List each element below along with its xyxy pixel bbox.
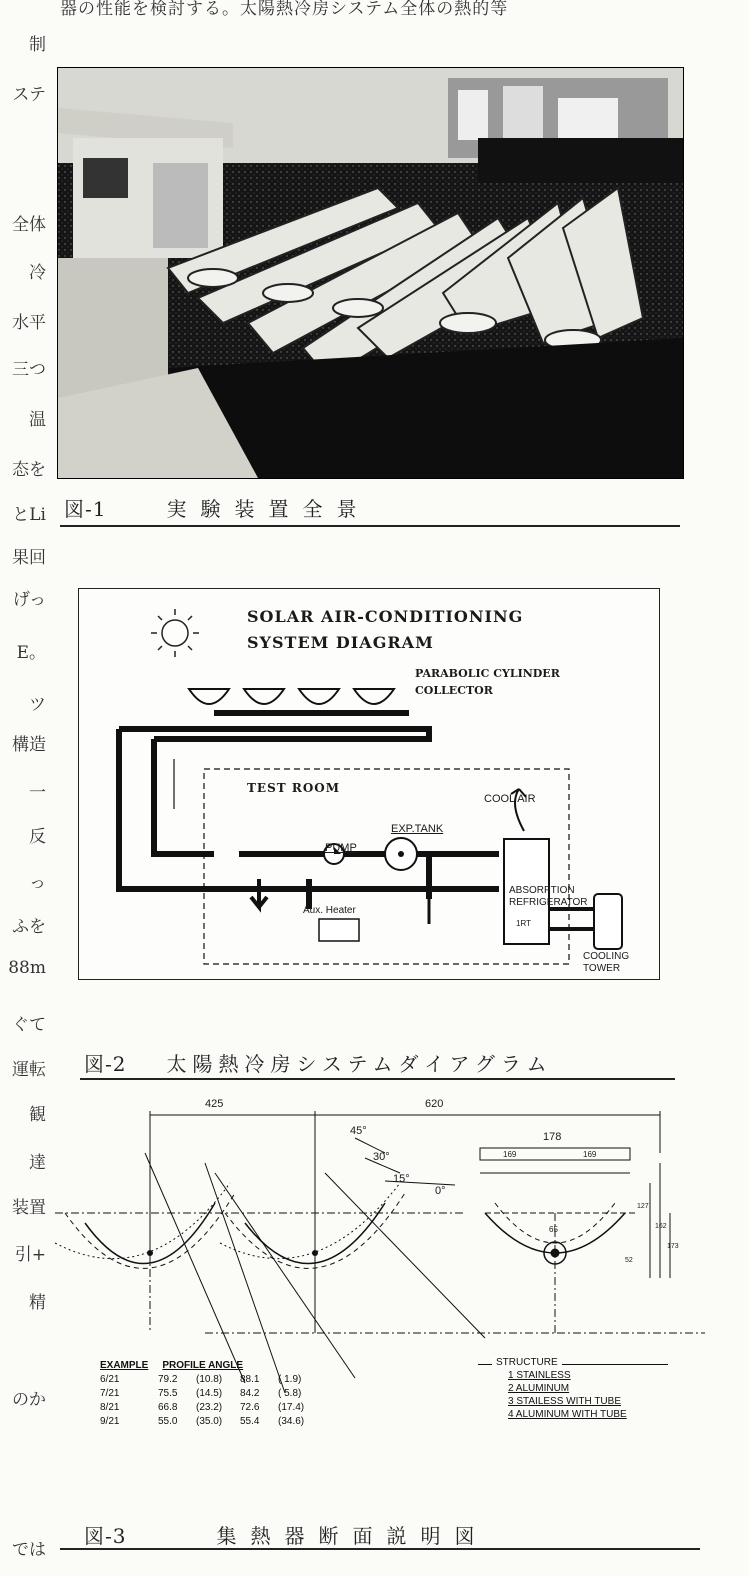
exp-tank-label: EXP.TANK [391,823,444,835]
dim-178: 178 [543,1131,562,1143]
structure-heading: STRUCTURE [492,1357,562,1368]
margin-char: 冷 [29,263,46,283]
diagram-heading-line2: SYSTEM DIAGRAM [247,633,434,652]
structure-legend [478,1357,668,1420]
figure3-title: 集熱器断面説明図 [216,1524,489,1548]
margin-char: のか [12,1390,46,1410]
dim-173: 173 [667,1243,679,1250]
structure-item: 1 STAINLESS [508,1370,571,1381]
table-cell: 6/21 [100,1374,120,1385]
table-cell: 84.2 [240,1388,260,1399]
dim-425: 425 [205,1098,224,1110]
pump-label: PUMP [325,842,357,854]
test-room-label: TEST ROOM [247,781,341,795]
margin-char: っ [29,873,46,893]
margin-char: ふを [12,917,46,937]
margin-char: 温 [29,410,46,430]
margin-char: 精 [29,1293,46,1313]
dim-127: 127 [637,1203,649,1210]
table-cell: ( 1.9) [278,1374,302,1385]
table-cell: 55.4 [240,1416,260,1427]
table-cell: (23.2) [196,1402,223,1413]
header-profile-angle: PROFILE ANGLE [162,1360,244,1371]
margin-char: 達 [29,1153,46,1173]
margin-char: 反 [29,827,46,847]
margin-char: 運転 [12,1060,46,1080]
margin-char: 装置 [12,1198,46,1218]
cooling-tower-label-line2: TOWER [583,963,621,974]
figure2-caption [84,1048,553,1077]
angle-30: 30° [373,1151,390,1163]
margin-char: 果回 [12,548,46,568]
margin-char: ステ [12,85,46,105]
figure1-label: 図-1 [64,497,107,521]
table-header [100,1360,318,1371]
dim-65: 65 [549,1225,558,1234]
margin-char: 構造 [12,735,46,755]
table-row [100,1416,318,1427]
figure2-label: 図-2 [84,1052,127,1076]
table-cell: 9/21 [100,1416,120,1427]
margin-char: 态を [12,460,46,480]
margin-char: 水平 [12,313,46,333]
margin-char: とLi [12,505,46,525]
dim-169b: 169 [583,1150,597,1159]
collector-label-line1: PARABOLIC CYLINDER [415,667,560,680]
figure3-underline [60,1548,700,1550]
collector-label-line2: COLLECTOR [415,684,493,697]
margin-char: げっ [12,590,46,610]
margin-char: 88m [8,958,46,978]
dim-52: 52 [625,1257,633,1264]
dim-162: 162 [655,1223,667,1230]
dim-620: 620 [425,1098,444,1110]
table-cell: (35.0) [196,1416,223,1427]
table-row [100,1402,318,1413]
table-cell: (34.6) [278,1416,305,1427]
margin-char: 一 [29,783,46,803]
top-text-fragment: 器の性能を検討する。太陽熱冷房システム全体の熱的等 [60,0,509,19]
margin-char: ぐて [12,1015,46,1035]
rt-label: 1RT [516,919,531,928]
margin-char: 三つ [12,360,46,380]
absorption-label-line1: ABSORPTION [509,885,575,896]
system-diagram [78,588,660,980]
table-cell: (14.5) [196,1388,223,1399]
cooling-tower-label-line1: COOLING [583,951,630,962]
figure2-underline [80,1078,675,1080]
table-cell: 66.8 [158,1402,178,1413]
table-cell: (17.4) [278,1402,305,1413]
table-cell: 75.5 [158,1388,178,1399]
structure-item: 4 ALUMINUM WITH TUBE [508,1409,627,1420]
structure-heading-row [478,1357,668,1368]
figure3-caption [84,1520,488,1549]
table-cell: 88.1 [240,1374,260,1385]
header-example: EXAMPLE [100,1360,149,1371]
margin-char: E。 [16,643,46,663]
angle-0: 0° [435,1185,446,1197]
experiment-photo [57,67,684,479]
aux-heater-label: Aux. Heater [303,905,356,916]
structure-item: 2 ALUMINUM [508,1383,570,1394]
angle-15: 15° [393,1173,410,1185]
profile-angle-table [100,1360,318,1427]
angle-45: 45° [350,1125,367,1137]
margin-char: 全体 [12,215,46,235]
absorption-label-line2: REFRIGERATOR [509,897,588,908]
table-cell: 8/21 [100,1402,120,1413]
table-cell: 72.6 [240,1402,260,1413]
sun-icon [151,609,199,657]
dim-169a: 169 [503,1150,517,1159]
margin-char: 引+ [14,1245,46,1265]
margin-char: 制 [29,35,46,55]
margin-char: では [12,1540,46,1560]
photo-rendering [58,68,683,478]
margin-char: ツ [29,695,46,715]
table-cell: 79.2 [158,1374,178,1385]
figure1-title: 実験装置全景 [166,497,371,521]
table-cell: 7/21 [100,1388,120,1399]
figure3-label: 図-3 [84,1524,127,1548]
table-cell: (10.8) [196,1374,223,1385]
left-margin-text [0,0,52,1576]
table-row [100,1388,318,1399]
margin-char: 観 [29,1105,46,1125]
cool-air-label: COOL AIR [484,793,536,805]
structure-item: 3 STAILESS WITH TUBE [508,1396,621,1407]
figure1-underline [60,525,680,527]
figure2-title: 太陽熱冷房システムダイアグラム [166,1052,553,1076]
table-cell: ( 5.8) [278,1388,302,1399]
diagram-heading-line1: SOLAR AIR-CONDITIONING [247,607,524,626]
table-row [100,1374,318,1385]
table-cell: 55.0 [158,1416,178,1427]
figure1-caption [64,493,370,522]
